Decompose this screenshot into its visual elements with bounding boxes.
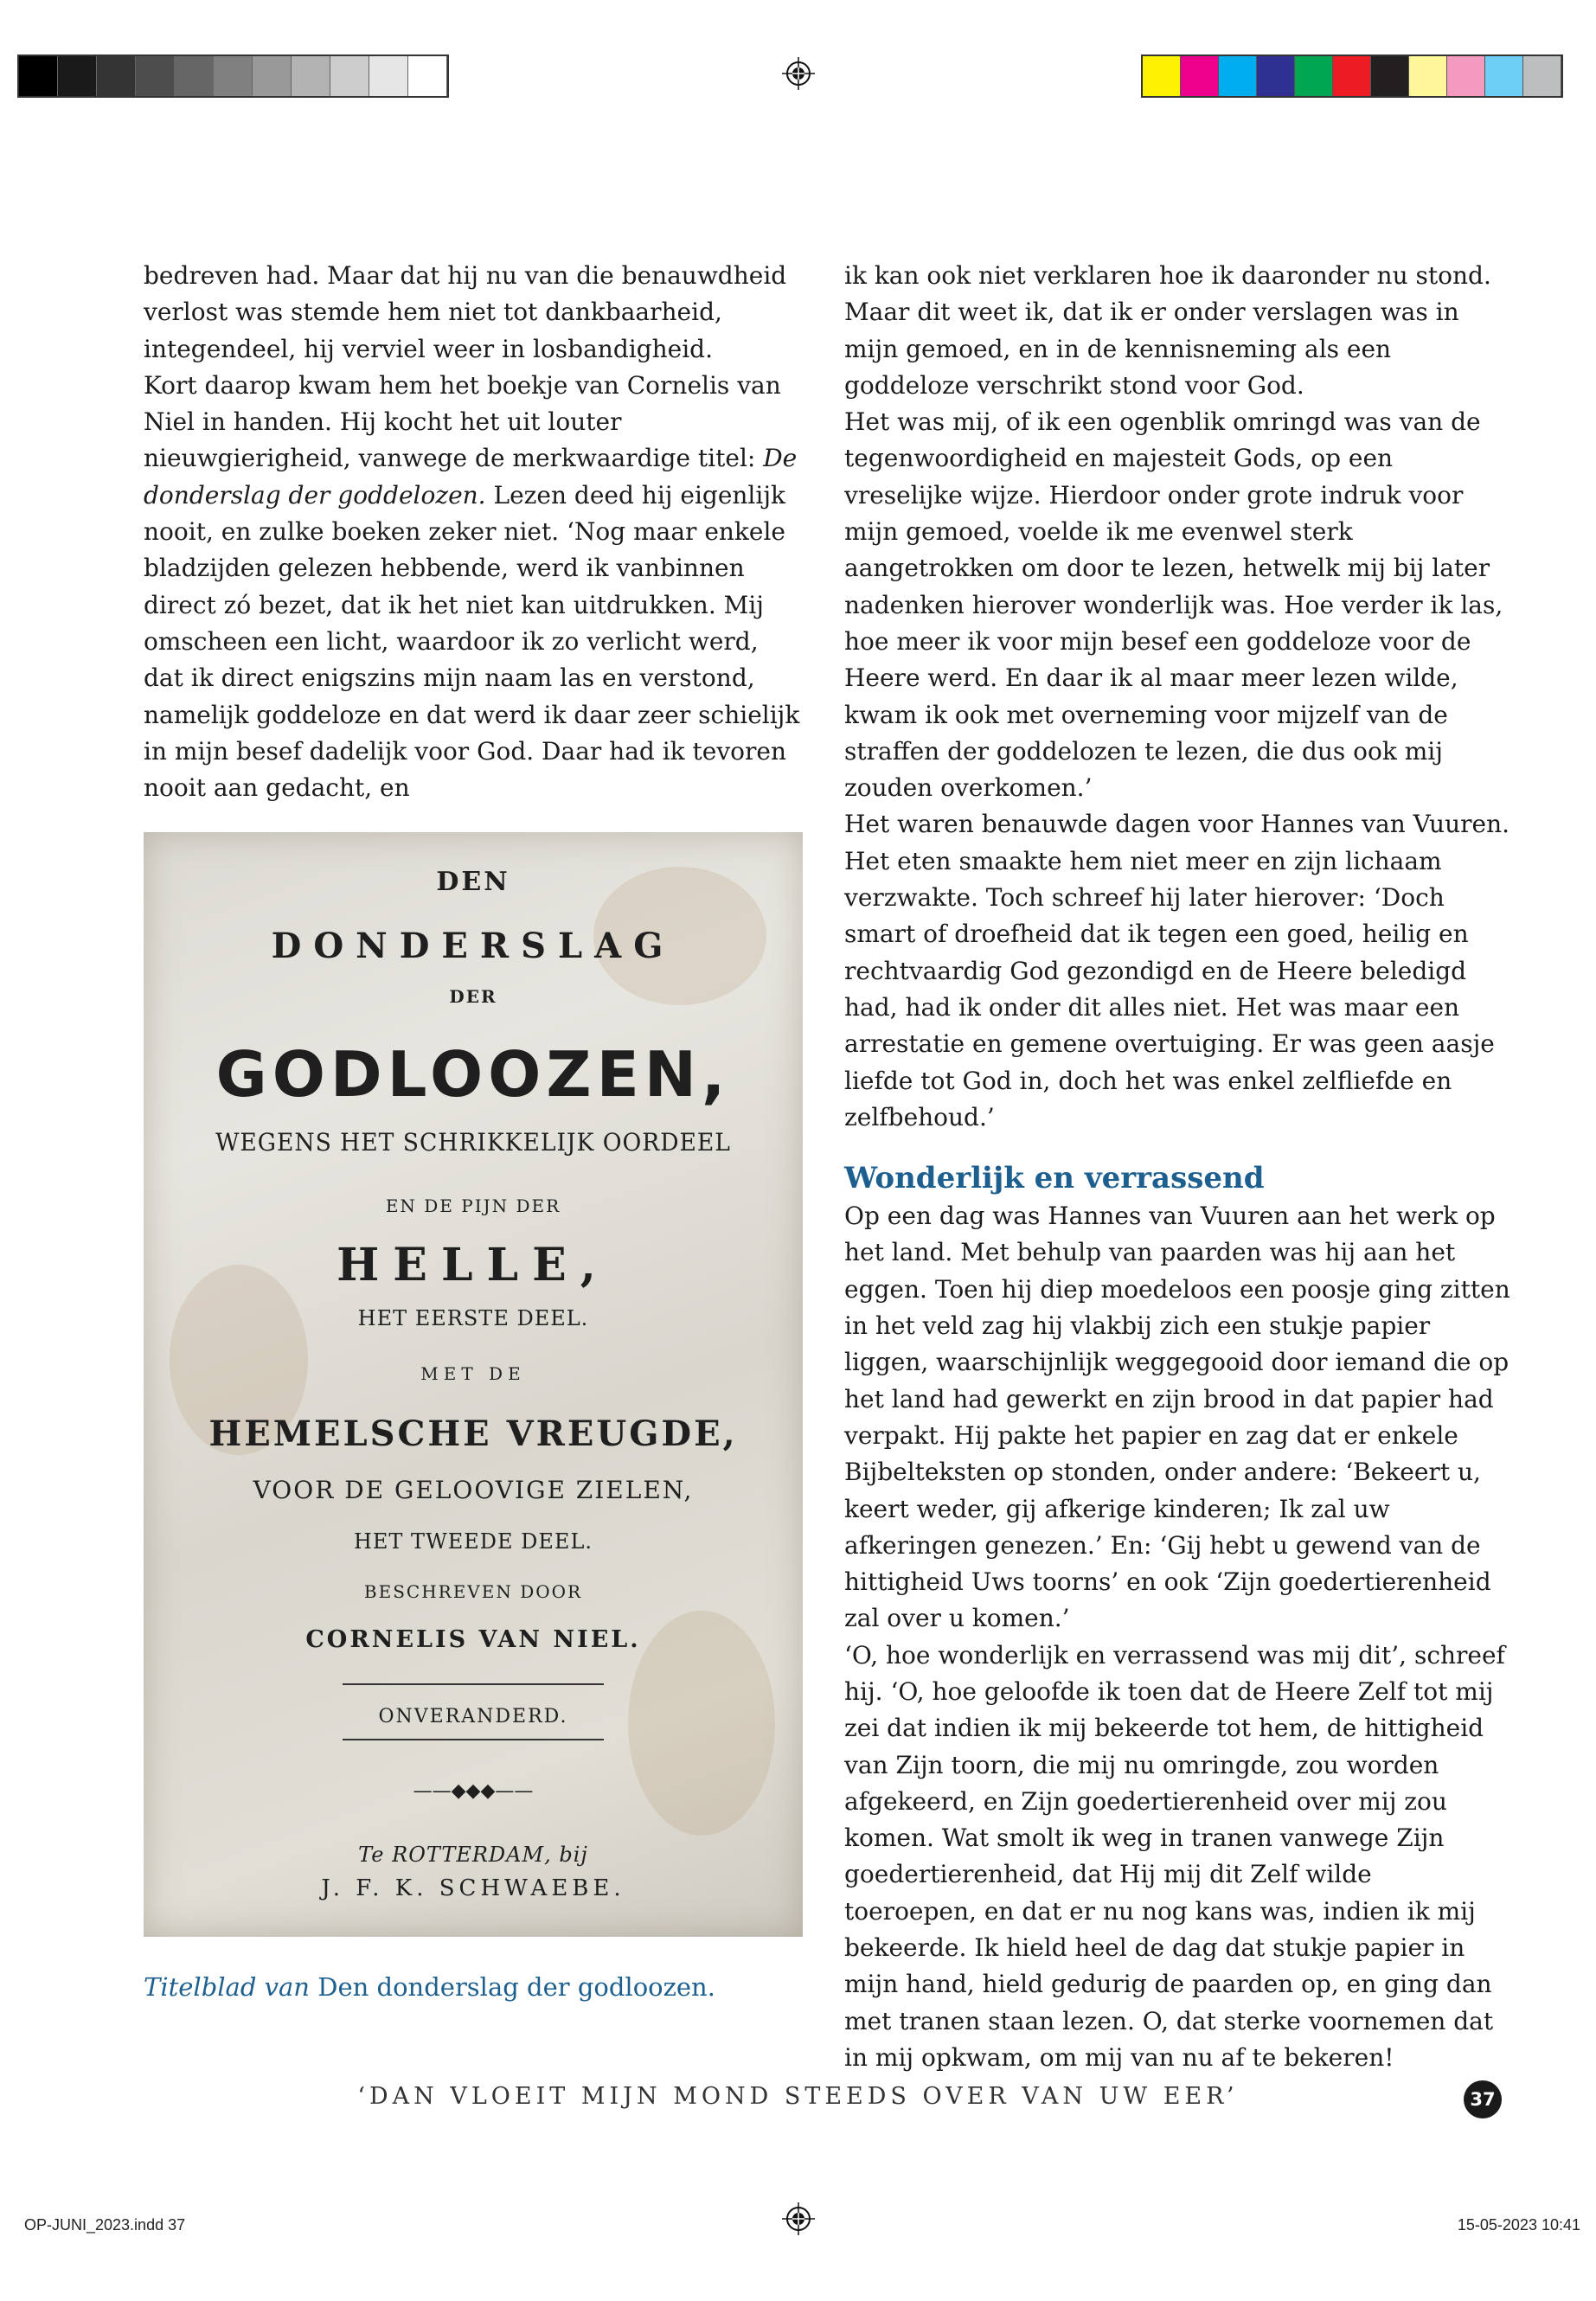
paragraph-text: Kort daarop kwam hem het boekje van Cornelis van Niel in handen. Hij kocht het uit louter nieuwgierigheid, vanwege de merkwaardige titel: [144, 370, 781, 473]
caption-prefix: Titelblad van [144, 1972, 310, 2002]
title-line: BESCHREVEN DOOR [363, 1581, 583, 1602]
grayscale-swatch [408, 56, 447, 96]
color-swatch [1181, 56, 1219, 96]
divider [343, 1739, 604, 1740]
color-swatch [1219, 56, 1257, 96]
title-line: DER [449, 986, 497, 1007]
color-swatch [1523, 56, 1561, 96]
grayscale-calibration-bar [17, 54, 449, 98]
title-line: MET DE [420, 1363, 526, 1384]
page-number-badge: 37 [1464, 2080, 1502, 2118]
title-line: DEN [436, 867, 510, 897]
grayscale-swatch [253, 56, 292, 96]
grayscale-swatch [214, 56, 253, 96]
book-title-page-photo [144, 832, 803, 1937]
title-line: ONVERANDERD. [378, 1706, 568, 1727]
left-text-column [144, 258, 801, 806]
paragraph: Op een dag was Hannes van Vuuren aan het werk op het land. Met behulp van paarden was hij aan het eggen. Toen hij diep moedeloos een poosje ging zitten in het veld zag hij vlakbij zich een stukje papier liggen, waarschijnlijk weggegooid door iemand die op het land had gewerkt en zijn brood in dat papier had verpakt. Hij pakte het papier en zag dat er enkele Bijbelteksten op stonden, onder andere: ‘Bekeert u, keert weder, gij afkerige kinderen; Ik zal uw afkeringen genezen.’ En: ‘Gij hebt u gewend van de hittigheid Uws toorns’ en ook ‘Zijn goedertierenheid zal over u komen.’ [844, 1202, 1510, 1633]
title-line: WEGENS HET SCHRIKKELIJK OORDEEL [215, 1128, 731, 1157]
title-line: GODLOOZEN, [215, 1038, 731, 1111]
title-line: HELLE, [337, 1239, 610, 1292]
title-line: EN DE PIJN DER [385, 1195, 561, 1216]
color-swatch [1143, 56, 1181, 96]
title-line: J. F. K. SCHWAEBE. [321, 1875, 625, 1901]
color-swatch [1257, 56, 1295, 96]
caption-title: Den donderslag der godloozen. [309, 1972, 715, 2002]
section-heading: Wonderlijk en verrassend [844, 1161, 1265, 1196]
paragraph: Het was mij, of ik een ogenblik omringd was van de tegenwoordigheid en majesteit Gods, op een vreselijke wijze. Hierdoor onder grote indruk voor mijn gemoed, voelde ik me evenwel sterk aangetrokken om door te lezen, hetwelk mij bij later nadenken hierover wonderlijk was. Hoe verder ik las, hoe meer ik voor mijn besef een goddeloze voor de Heere werd. En daar ik al maar meer lezen wilde, kwam ik ook met overneming voor mijzelf van de straffen der goddelozen te lezen, die dus ook mij zouden overkomen.’ [844, 407, 1503, 803]
grayscale-swatch [97, 56, 136, 96]
title-line: HET TWEEDE DEEL. [353, 1529, 593, 1554]
color-swatch [1409, 56, 1447, 96]
title-line: HET EERSTE DEEL. [357, 1306, 589, 1330]
color-swatch [1333, 56, 1371, 96]
title-line: HEMELSCHE VREUGDE, [208, 1413, 738, 1454]
grayscale-swatch [58, 56, 97, 96]
grayscale-swatch [175, 56, 214, 96]
divider [343, 1683, 604, 1685]
title-line: Te ROTTERDAM, bij [358, 1843, 588, 1867]
grayscale-swatch [369, 56, 408, 96]
title-line: DONDERSLAG [271, 926, 676, 966]
image-caption [144, 1972, 715, 2002]
ornament: ——◆◆◆—— [413, 1780, 534, 1802]
color-swatch [1371, 56, 1409, 96]
title-line: VOOR DE GELOOVIGE ZIELEN, [253, 1476, 694, 1504]
title-line: CORNELIS VAN NIEL. [305, 1626, 641, 1653]
paragraph-text: Lezen deed hij eigenlijk nooit, en zulke boeken zeker niet. ‘Nog maar enkele bladzijden gelezen hebbende, werd ik vanbinnen direct zó bezet, dat ik het niet kan uitdrukken. Mij omscheen een licht, waardoor ik zo verlicht werd, dat ik direct enigszins mijn naam las en verstond, namelijk goddeloze en dat werd ik daar zeer schielijk in mijn besef dadelijk voor God. Daar had ik tevoren nooit aan gedacht, en [144, 480, 800, 803]
book-title-italic: De donderslag der goddelozen. [144, 444, 798, 510]
grayscale-swatch [19, 56, 58, 96]
color-swatch [1295, 56, 1333, 96]
paragraph [144, 368, 801, 807]
color-swatch [1485, 56, 1523, 96]
registration-mark-icon [782, 2202, 815, 2235]
slug-file-info: OP-JUNI_2023.indd 37 [24, 2216, 186, 2234]
color-calibration-bar [1141, 54, 1563, 98]
running-footer-title: ‘DAN VLOEIT MIJN MOND STEEDS OVER VAN UW EER’ [357, 2083, 1239, 2110]
paragraph: ik kan ook niet verklaren hoe ik daaronder nu stond. Maar dit weet ik, dat ik er onder verslagen was in mijn gemoed, en in de kennisneming als een goddeloze verschrikt stond voor God. [844, 261, 1491, 400]
slug-datetime: 15-05-2023 10:41 [1457, 2216, 1580, 2234]
paragraph: Het waren benauwde dagen voor Hannes van Vuuren. Het eten smaakte hem niet meer en zijn lichaam verzwakte. Toch schreef hij later hierover: ‘Doch smart of droefheid dat ik tegen een goed, heilig en rechtvaardig God gezondigd en de Heere beledigd had, had ik onder dit alles niet. Het was maar een arrestatie en gemene overtuiging. Er was geen aasje liefde tot God in, doch het was enkel zelfliefde en zelfbehoud.’ [844, 810, 1510, 1131]
paragraph: ‘O, hoe wonderlijk en verrassend was mij dit’, schreef hij. ‘O, hoe geloofde ik toen dat de Heere Zelf tot mij zei dat indien ik mij bekeerde tot hem, de hittigheid van Zijn toorn, die mij nu omringde, zou worden afgekeerd, en Zijn goedertierenheid over mij zou komen. Wat smolt ik weg in tranen vanwege Zijn goedertierenheid, dat Hij mij dit Zelf wilde toeroepen, en dat er nu nog kans was, indien ik mij bekeerde. Ik hield heel de dag dat stukje papier in mijn hand, hield gedurig de paarden op, en ging dan met tranen staan lezen. O, dat sterke voornemen dat in mij opkwam, om mij van nu af te bekeren! [844, 1640, 1505, 2072]
registration-mark-icon [782, 57, 815, 90]
grayscale-swatch [330, 56, 369, 96]
grayscale-swatch [136, 56, 175, 96]
color-swatch [1447, 56, 1485, 96]
paragraph: bedreven had. Maar dat hij nu van die benauwdheid verlost was stemde hem niet tot dankbaarheid, integendeel, hij verviel weer in losbandigheid. [144, 261, 787, 363]
right-text-column [844, 258, 1510, 2076]
grayscale-swatch [292, 56, 330, 96]
